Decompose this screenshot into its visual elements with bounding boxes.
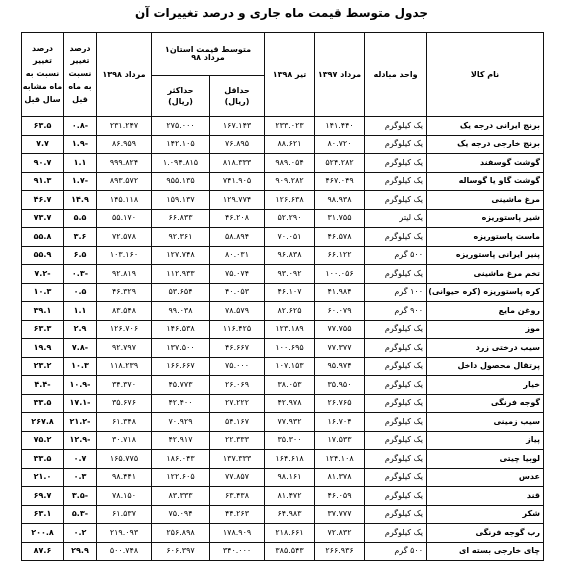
cell-max: ۱۲۷.۷۴۸ <box>152 246 210 265</box>
cell-max: ۶۶.۸۳۳ <box>152 209 210 228</box>
cell-max: ۱۴۶.۵۳۸ <box>152 320 210 339</box>
cell-name: برنج خارجی درجه یک <box>427 135 544 154</box>
cell-unit: یک کیلوگرم <box>365 154 427 173</box>
cell-name: پیاز <box>427 431 544 450</box>
header-max <box>152 76 210 117</box>
cell-change-year: ۶۳.۳ <box>22 320 64 339</box>
cell-change-month: ۱.۱ <box>64 302 97 321</box>
cell-mordad98: ۷۸.۱۵۰ <box>97 487 152 506</box>
table-row <box>22 320 544 339</box>
cell-unit: یک کیلوگرم <box>365 394 427 413</box>
cell-min: ۳۴۰.۰۰۰ <box>210 542 265 561</box>
cell-change-month: -۰.۸ <box>64 117 97 136</box>
cell-min: ۴۶.۲۰۸ <box>210 209 265 228</box>
price-table <box>21 32 544 561</box>
cell-tir98: ۹۸.۱۶۱ <box>265 468 315 487</box>
cell-mordad97: ۷۷.۷۵۵ <box>315 320 365 339</box>
cell-min: ۵۸.۸۹۴ <box>210 228 265 247</box>
cell-max: ۶۰۶.۳۹۷ <box>152 542 210 561</box>
cell-mordad97: ۴۶۷.۰۴۹ <box>315 172 365 191</box>
cell-name: گوجه فرنگی <box>427 394 544 413</box>
table-row <box>22 265 544 284</box>
cell-unit: یک کیلوگرم <box>365 339 427 358</box>
cell-change-year: ۷۵.۲ <box>22 431 64 450</box>
header-max-unit: (ریال) <box>168 96 193 106</box>
cell-tir98: ۴۶.۱۰۷ <box>265 283 315 302</box>
cell-mordad98: ۸۳.۵۴۸ <box>97 302 152 321</box>
table-row <box>22 246 544 265</box>
table-row <box>22 135 544 154</box>
cell-mordad98: ۱۰۳.۱۶۰ <box>97 246 152 265</box>
cell-unit: ۱۰۰ گرم <box>365 283 427 302</box>
cell-mordad97: ۴۶.۵۷۸ <box>315 228 365 247</box>
cell-max: ۲۵۶.۸۹۸ <box>152 524 210 543</box>
cell-tir98: ۸۱.۴۷۲ <box>265 487 315 506</box>
cell-name: چای خارجی بسته ای <box>427 542 544 561</box>
cell-change-year: ۳۹.۱ <box>22 302 64 321</box>
table-row <box>22 302 544 321</box>
cell-change-month: ۲۹.۹ <box>64 542 97 561</box>
cell-max: ۱۲۲.۶۰۵ <box>152 468 210 487</box>
cell-name: کره پاستوریزه (کره حیوانی) <box>427 283 544 302</box>
cell-unit: یک کیلوگرم <box>365 524 427 543</box>
cell-tir98: ۵۲.۲۹۰ <box>265 209 315 228</box>
cell-tir98: ۷۰.۰۵۱ <box>265 228 315 247</box>
cell-mordad97: ۴۶.۰۵۹ <box>315 487 365 506</box>
cell-min: ۸۰.۰۳۱ <box>210 246 265 265</box>
cell-max: ۲۷۵.۰۰۰ <box>152 117 210 136</box>
cell-change-month: ۶.۵ <box>64 246 97 265</box>
cell-min: ۷۶.۸۹۵ <box>210 135 265 154</box>
cell-mordad98: ۳۴.۳۷۰ <box>97 376 152 395</box>
cell-name: سیب زمینی <box>427 413 544 432</box>
cell-mordad97: ۵۲۴.۲۸۲ <box>315 154 365 173</box>
cell-min: ۱۷۸.۹۰۹ <box>210 524 265 543</box>
cell-max: ۹۵۵.۱۳۵ <box>152 172 210 191</box>
cell-mordad98: ۸۹۳.۵۷۲ <box>97 172 152 191</box>
cell-tir98: ۷۷.۹۳۲ <box>265 413 315 432</box>
cell-unit: یک لیتر <box>365 209 427 228</box>
cell-tir98: ۳۵.۳۰۰ <box>265 431 315 450</box>
cell-mordad97: ۹۵.۹۷۴ <box>315 357 365 376</box>
cell-min: ۶۳.۴۳۸ <box>210 487 265 506</box>
cell-min: ۱۳۷.۳۳۳ <box>210 450 265 469</box>
cell-change-month: ۰.۲ <box>64 524 97 543</box>
cell-name: پنیر ایرانی پاستوریزه <box>427 246 544 265</box>
price-table-body <box>22 117 544 561</box>
table-row <box>22 191 544 210</box>
cell-min: ۴۴.۲۶۳ <box>210 505 265 524</box>
cell-min: ۴۶.۶۶۷ <box>210 339 265 358</box>
cell-change-month: ۱.۱ <box>64 154 97 173</box>
cell-max: ۸۳.۳۳۳ <box>152 487 210 506</box>
cell-change-month: -۱۷.۱ <box>64 394 97 413</box>
table-row <box>22 339 544 358</box>
cell-max: ۹۲.۳۶۱ <box>152 228 210 247</box>
table-row <box>22 468 544 487</box>
cell-change-year: ۳۳.۵ <box>22 394 64 413</box>
cell-name: قند <box>427 487 544 506</box>
cell-change-year: ۷.۷ <box>22 135 64 154</box>
cell-min: ۱۱۶.۴۲۵ <box>210 320 265 339</box>
cell-max: ۵۳.۶۵۴ <box>152 283 210 302</box>
cell-change-month: -۳.۵ <box>64 487 97 506</box>
cell-unit: یک کیلوگرم <box>365 228 427 247</box>
cell-mordad97: ۸۰.۷۲۰ <box>315 135 365 154</box>
cell-name: شیر پاستوریزه <box>427 209 544 228</box>
cell-change-month: -۲۱.۲ <box>64 413 97 432</box>
cell-unit: یک کیلوگرم <box>365 357 427 376</box>
cell-change-month: -۱.۷ <box>64 172 97 191</box>
header-name: نام کالا <box>427 33 544 117</box>
cell-min: ۲۶.۰۶۹ <box>210 376 265 395</box>
cell-unit: ۵۰۰ گرم <box>365 542 427 561</box>
cell-name: برنج ایرانی درجه یک <box>427 117 544 136</box>
cell-tir98: ۶۴.۹۸۳ <box>265 505 315 524</box>
cell-change-month: -۷.۸ <box>64 339 97 358</box>
cell-tir98: ۳۸.۰۵۳ <box>265 376 315 395</box>
cell-change-year: ۵۵.۹ <box>22 246 64 265</box>
cell-mordad98: ۵۵.۱۷۰ <box>97 209 152 228</box>
cell-mordad97: ۱۷.۵۳۳ <box>315 431 365 450</box>
cell-change-year: ۸۷.۶ <box>22 542 64 561</box>
cell-tir98: ۱۲۶.۶۳۸ <box>265 191 315 210</box>
cell-min: ۲۲.۳۳۳ <box>210 431 265 450</box>
cell-change-year: ۲۱.۰ <box>22 468 64 487</box>
cell-max: ۱۳۷.۵۰۰ <box>152 339 210 358</box>
cell-mordad98: ۳۵.۶۷۶ <box>97 394 152 413</box>
cell-name: پرتقال محصول داخل <box>427 357 544 376</box>
cell-change-year: ۶۳.۵ <box>22 117 64 136</box>
cell-unit: یک کیلوگرم <box>365 505 427 524</box>
header-min <box>210 76 265 117</box>
cell-mordad98: ۹۲.۸۱۹ <box>97 265 152 284</box>
cell-mordad98: ۱۴۵.۱۱۸ <box>97 191 152 210</box>
cell-change-year: ۲۰۰.۸ <box>22 524 64 543</box>
cell-tir98: ۸۸.۶۲۱ <box>265 135 315 154</box>
cell-change-month: ۱۰.۳ <box>64 357 97 376</box>
cell-min: ۷۵.۰۷۴ <box>210 265 265 284</box>
header-mordad97: مرداد ۱۳۹۷ <box>315 33 365 117</box>
header-unit: واحد مبادله <box>365 33 427 117</box>
cell-mordad98: ۹۲.۷۹۷ <box>97 339 152 358</box>
cell-unit: یک کیلوگرم <box>365 135 427 154</box>
cell-change-month: -۱۲.۹ <box>64 431 97 450</box>
cell-tir98: ۸۲.۶۲۵ <box>265 302 315 321</box>
cell-mordad97: ۹۸.۹۳۸ <box>315 191 365 210</box>
cell-unit: یک کیلوگرم <box>365 320 427 339</box>
cell-mordad97: ۳۱.۷۵۵ <box>315 209 365 228</box>
cell-name: ماست پاستوریزه <box>427 228 544 247</box>
cell-mordad97: ۸۱.۳۷۸ <box>315 468 365 487</box>
cell-change-month: ۳.۶ <box>64 228 97 247</box>
cell-tir98: ۱۶۴.۶۱۸ <box>265 450 315 469</box>
cell-unit: یک کیلوگرم <box>365 450 427 469</box>
cell-name: مرغ ماشینی <box>427 191 544 210</box>
cell-change-year: ۱۰.۳ <box>22 283 64 302</box>
cell-mordad97: ۷۷.۳۷۷ <box>315 339 365 358</box>
table-row <box>22 524 544 543</box>
cell-name: لوبیا چیتی <box>427 450 544 469</box>
cell-mordad98: ۸۶.۹۵۹ <box>97 135 152 154</box>
cell-max: ۱۸۶.۰۴۳ <box>152 450 210 469</box>
cell-unit: ۵۰۰ گرم <box>365 246 427 265</box>
table-row <box>22 228 544 247</box>
cell-name: موز <box>427 320 544 339</box>
header-tir98: تیر ۱۳۹۸ <box>265 33 315 117</box>
table-title: جدول متوسط قیمت ماه جاری و درصد تغییرات آن <box>134 6 429 20</box>
cell-change-year: ۵۵.۸ <box>22 228 64 247</box>
cell-unit: یک کیلوگرم <box>365 431 427 450</box>
table-row <box>22 542 544 561</box>
cell-min: ۵۴.۱۶۷ <box>210 413 265 432</box>
cell-mordad98: ۶۱.۵۳۷ <box>97 505 152 524</box>
cell-change-month: ۵.۵ <box>64 209 97 228</box>
header-change-month: درصد تغییر نسبت به ماه قبل <box>64 33 97 117</box>
table-row <box>22 413 544 432</box>
cell-mordad98: ۱۲۶.۷۰۶ <box>97 320 152 339</box>
cell-change-year: ۲۶۷.۸ <box>22 413 64 432</box>
table-row <box>22 431 544 450</box>
cell-change-month: ۰.۵ <box>64 283 97 302</box>
cell-name: عدس <box>427 468 544 487</box>
cell-name: گوشت گاو یا گوساله <box>427 172 544 191</box>
cell-mordad98: ۶۱.۳۴۸ <box>97 413 152 432</box>
cell-max: ۱۶۶.۶۶۷ <box>152 357 210 376</box>
cell-tir98: ۱۲۳.۱۸۹ <box>265 320 315 339</box>
cell-change-year: -۷.۲ <box>22 265 64 284</box>
cell-change-month: ۱۴.۹ <box>64 191 97 210</box>
cell-change-year: ۹۰.۷ <box>22 154 64 173</box>
cell-unit: یک کیلوگرم <box>365 191 427 210</box>
cell-unit: یک کیلوگرم <box>365 413 427 432</box>
cell-tir98: ۲۱۸.۶۶۱ <box>265 524 315 543</box>
cell-mordad97: ۷۲.۸۳۲ <box>315 524 365 543</box>
cell-change-year: ۴۶.۷ <box>22 191 64 210</box>
cell-change-year: ۳۳.۵ <box>22 450 64 469</box>
price-table-frame <box>21 32 543 556</box>
cell-tir98: ۱۰۷.۱۵۳ <box>265 357 315 376</box>
cell-min: ۴۰.۰۵۳ <box>210 283 265 302</box>
cell-max: ۱۵۹.۱۳۷ <box>152 191 210 210</box>
cell-mordad97: ۱۰۰.۰۵۶ <box>315 265 365 284</box>
cell-max: ۱.۰۹۴.۸۱۵ <box>152 154 210 173</box>
table-row <box>22 357 544 376</box>
cell-mordad98: ۹۸.۴۴۱ <box>97 468 152 487</box>
cell-mordad97: ۲۶۶.۹۳۶ <box>315 542 365 561</box>
cell-change-month: -۵.۳ <box>64 505 97 524</box>
table-row <box>22 283 544 302</box>
cell-change-month: ۲.۹ <box>64 320 97 339</box>
cell-mordad98: ۲۳۱.۲۴۷ <box>97 117 152 136</box>
header-change-year: درصد تغییر نسبت به ماه مشابه سال قبل <box>22 33 64 117</box>
header-avg-group: متوسط قیمت استان۱ مرداد ۹۸ <box>152 33 265 76</box>
header-max-label: حداکثر <box>167 85 194 95</box>
cell-mordad97: ۶۶.۱۲۲ <box>315 246 365 265</box>
cell-max: ۴۲.۴۰۰ <box>152 394 210 413</box>
cell-mordad98: ۴۶.۳۲۹ <box>97 283 152 302</box>
cell-name: سیب درختی زرد <box>427 339 544 358</box>
cell-mordad97: ۳۵.۹۵۰ <box>315 376 365 395</box>
cell-min: ۷۷.۸۵۷ <box>210 468 265 487</box>
cell-mordad97: ۶۰.۰۷۹ <box>315 302 365 321</box>
cell-unit: یک کیلوگرم <box>365 487 427 506</box>
cell-tir98: ۹۸۹.۰۵۴ <box>265 154 315 173</box>
cell-unit: یک کیلوگرم <box>365 468 427 487</box>
table-row <box>22 394 544 413</box>
cell-min: ۷۴۱.۹۰۵ <box>210 172 265 191</box>
cell-unit: یک کیلوگرم <box>365 117 427 136</box>
cell-change-month: ۰.۷ <box>64 450 97 469</box>
cell-min: ۷۸.۵۷۹ <box>210 302 265 321</box>
cell-change-month: ۰.۳ <box>64 468 97 487</box>
cell-change-month: -۱۰.۹ <box>64 376 97 395</box>
cell-tir98: ۲۳۳.۰۲۳ <box>265 117 315 136</box>
cell-mordad97: ۱۲۴.۱۰۸ <box>315 450 365 469</box>
cell-name: گوشت گوسفند <box>427 154 544 173</box>
header-mordad98: مرداد ۱۳۹۸ <box>97 33 152 117</box>
cell-min: ۱۲۹.۷۷۴ <box>210 191 265 210</box>
cell-tir98: ۹۶.۸۳۸ <box>265 246 315 265</box>
cell-change-month: -۱.۹ <box>64 135 97 154</box>
cell-unit: ۹۰۰ گرم <box>365 302 427 321</box>
cell-mordad97: ۲۶.۷۶۵ <box>315 394 365 413</box>
cell-max: ۴۵.۷۷۳ <box>152 376 210 395</box>
table-row <box>22 209 544 228</box>
cell-unit: یک کیلوگرم <box>365 172 427 191</box>
cell-tir98: ۱۰۰.۶۹۵ <box>265 339 315 358</box>
cell-max: ۱۱۲.۹۳۳ <box>152 265 210 284</box>
cell-tir98: ۹۰۹.۲۸۲ <box>265 172 315 191</box>
cell-change-year: ۹۱.۳ <box>22 172 64 191</box>
cell-min: ۱۶۷.۱۴۳ <box>210 117 265 136</box>
header-row <box>22 33 544 76</box>
cell-max: ۷۵.۰۹۴ <box>152 505 210 524</box>
header-min-label: حداقل <box>224 85 250 95</box>
cell-min: ۷۵.۰۰۰ <box>210 357 265 376</box>
cell-max: ۹۹.۰۳۸ <box>152 302 210 321</box>
cell-tir98: ۴۲.۹۷۸ <box>265 394 315 413</box>
table-row <box>22 154 544 173</box>
cell-change-year: ۶۹.۷ <box>22 487 64 506</box>
cell-mordad97: ۴۱.۹۸۴ <box>315 283 365 302</box>
header-min-unit: (ریال) <box>224 96 250 106</box>
cell-change-year: ۷۳.۷ <box>22 209 64 228</box>
cell-change-year: ۱۹.۹ <box>22 339 64 358</box>
cell-mordad98: ۲۱۹.۰۹۳ <box>97 524 152 543</box>
table-row <box>22 505 544 524</box>
table-row <box>22 376 544 395</box>
cell-name: خیار <box>427 376 544 395</box>
cell-tir98: ۳۸۵.۵۴۳ <box>265 542 315 561</box>
cell-name: شکر <box>427 505 544 524</box>
cell-mordad98: ۷۲.۵۷۸ <box>97 228 152 247</box>
cell-max: ۴۲.۹۱۷ <box>152 431 210 450</box>
table-row <box>22 172 544 191</box>
cell-tir98: ۹۳.۰۹۲ <box>265 265 315 284</box>
cell-change-year: -۴.۴ <box>22 376 64 395</box>
cell-mordad97: ۳۷.۷۷۷ <box>315 505 365 524</box>
cell-unit: یک کیلوگرم <box>365 265 427 284</box>
cell-name: روغن مایع <box>427 302 544 321</box>
cell-mordad98: ۳۰.۷۱۸ <box>97 431 152 450</box>
cell-mordad98: ۹۹۹.۸۲۴ <box>97 154 152 173</box>
cell-mordad98: ۱۶۵.۷۷۵ <box>97 450 152 469</box>
cell-unit: یک کیلوگرم <box>365 376 427 395</box>
cell-change-month: -۰.۳ <box>64 265 97 284</box>
cell-mordad97: ۱۴۱.۴۴۰ <box>315 117 365 136</box>
table-row <box>22 117 544 136</box>
cell-min: ۸۱۸.۳۳۳ <box>210 154 265 173</box>
cell-mordad98: ۵۰۰.۷۴۸ <box>97 542 152 561</box>
cell-max: ۱۴۲.۱۰۵ <box>152 135 210 154</box>
cell-name: تخم مرغ ماشینی <box>427 265 544 284</box>
table-row <box>22 487 544 506</box>
cell-min: ۲۷.۲۲۲ <box>210 394 265 413</box>
cell-mordad97: ۱۶.۷۰۴ <box>315 413 365 432</box>
table-row <box>22 450 544 469</box>
cell-max: ۷۰.۹۲۹ <box>152 413 210 432</box>
cell-mordad98: ۱۱۸.۲۳۹ <box>97 357 152 376</box>
cell-change-year: ۶۳.۱ <box>22 505 64 524</box>
cell-name: رب گوجه فرنگی <box>427 524 544 543</box>
cell-change-year: ۲۳.۲ <box>22 357 64 376</box>
